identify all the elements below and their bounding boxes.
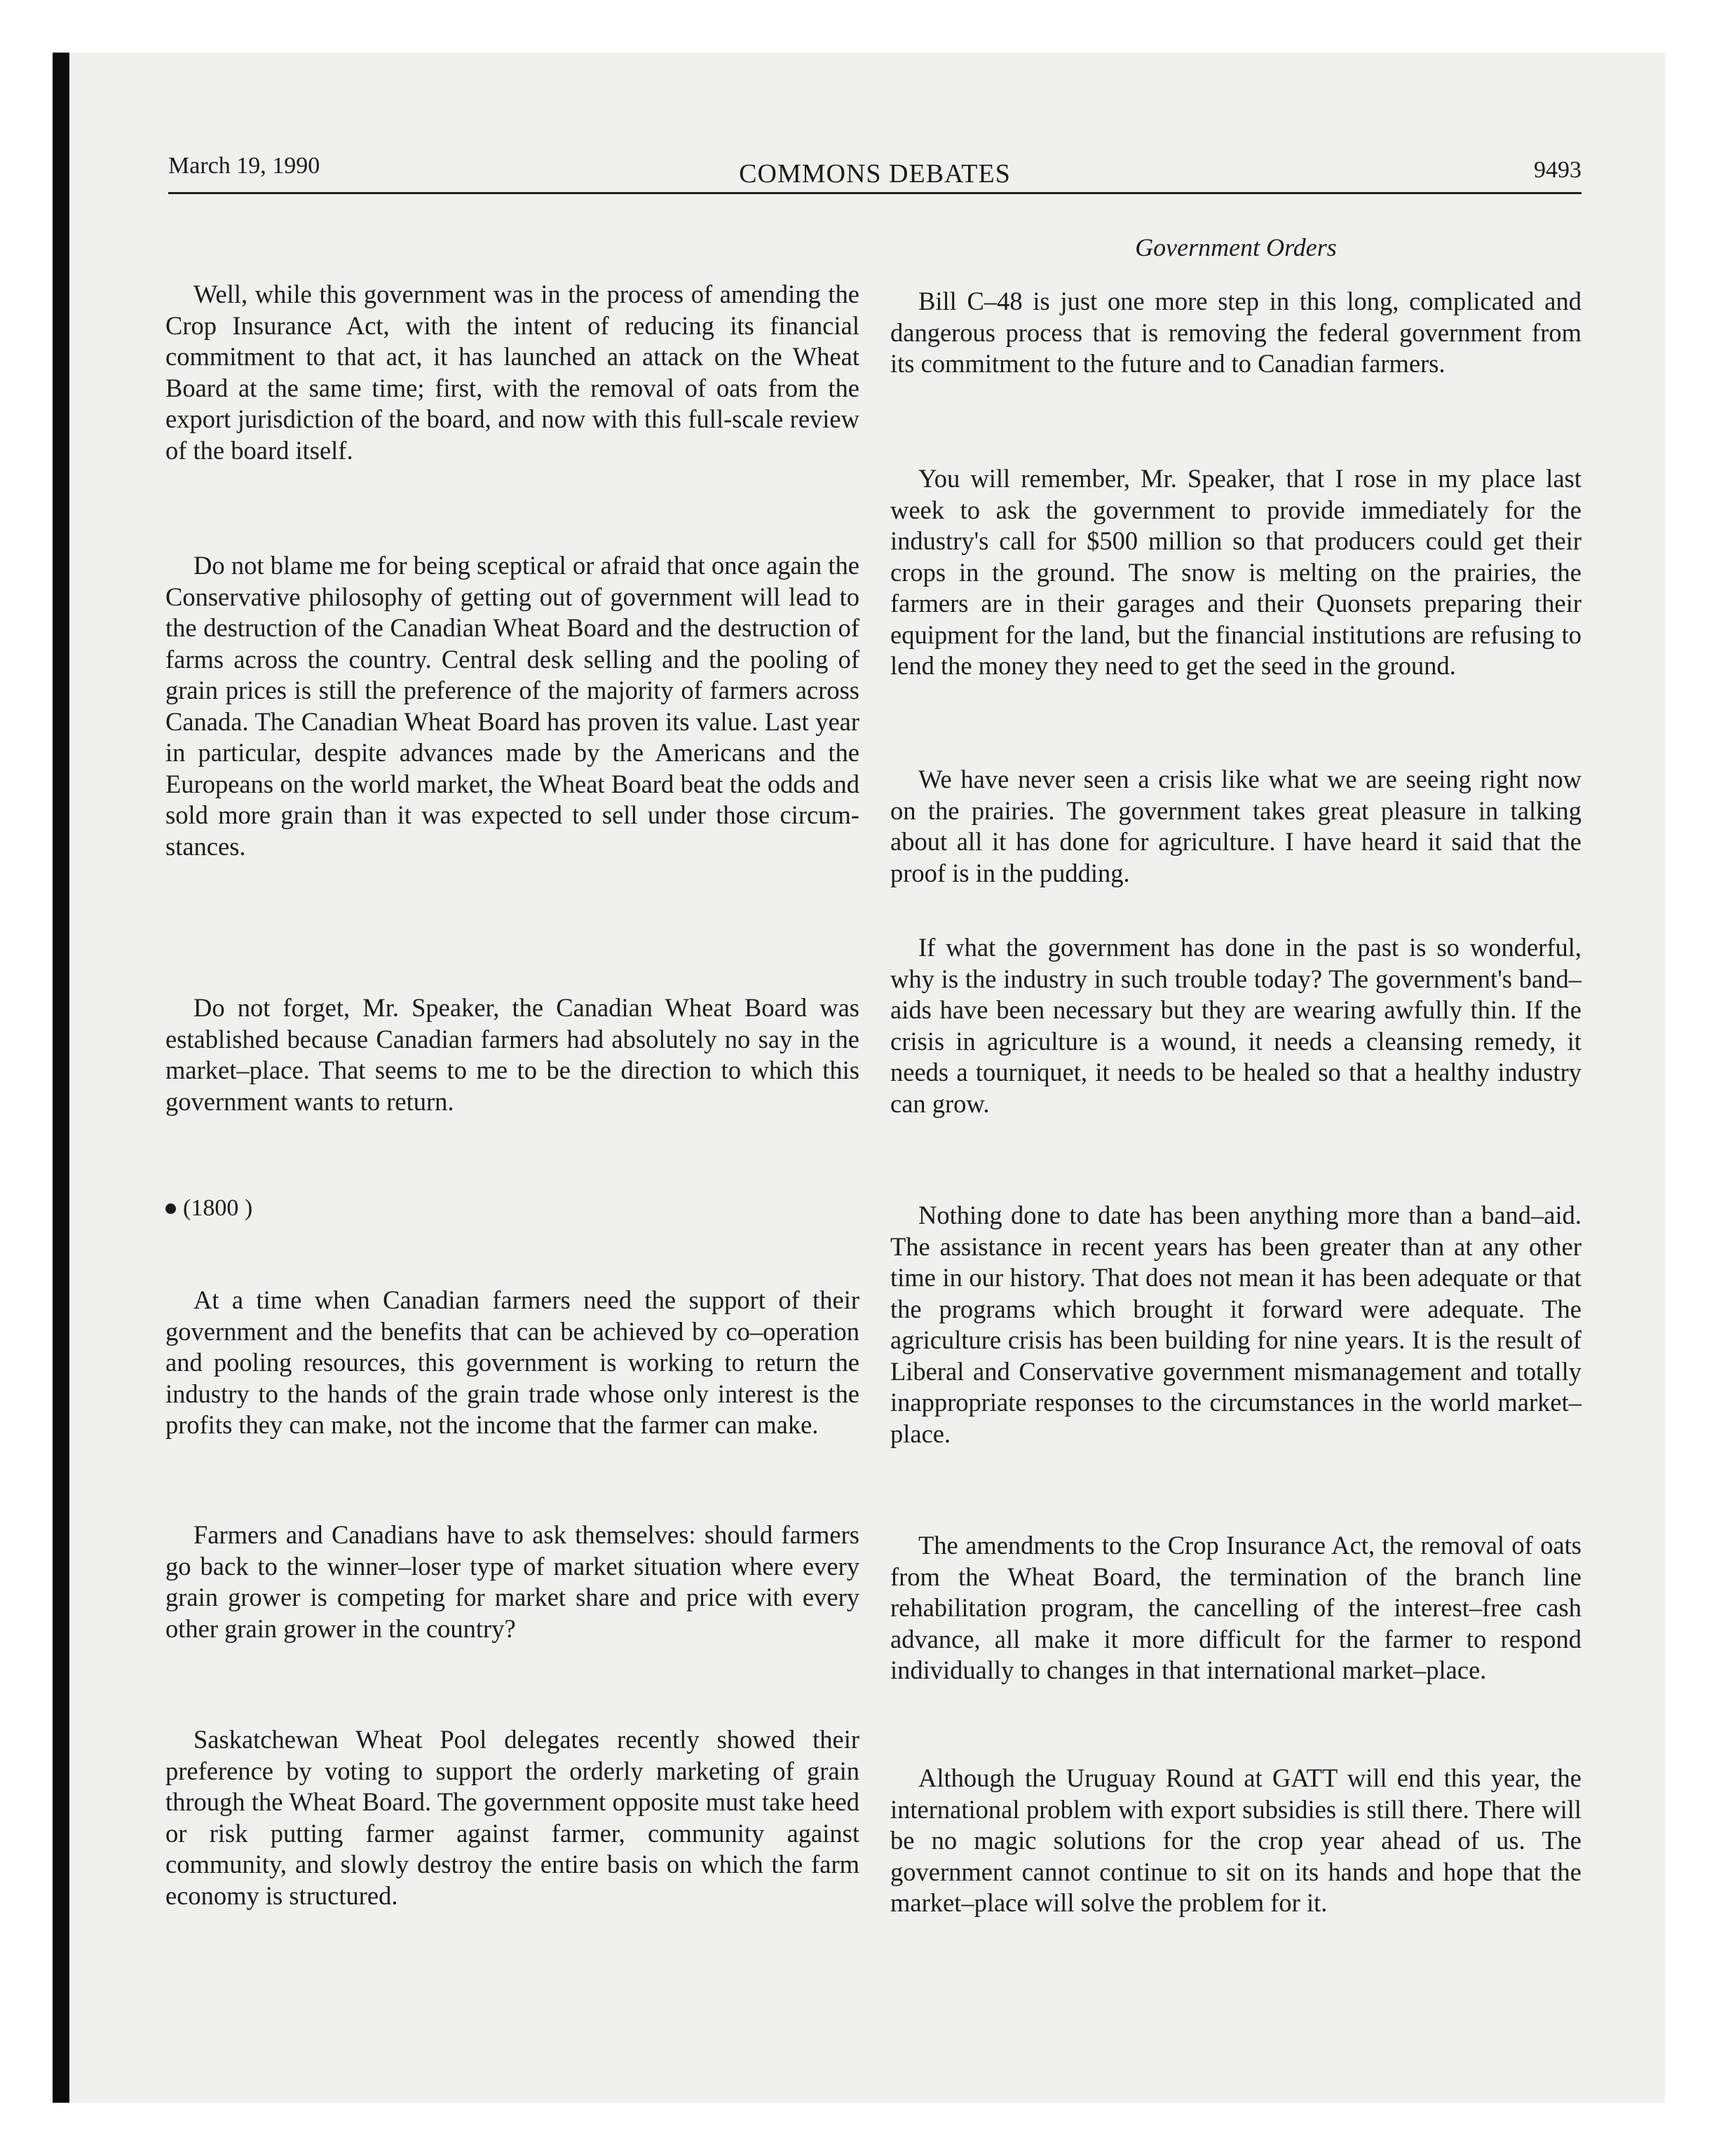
header-title: COMMONS DEBATES <box>739 159 1011 189</box>
paragraph: Farmers and Canadians have to ask themselves: should farmers go back to the winner–loser type of market situation where every grain grower is competing for market share and price with every other grain grower in the country? <box>165 1520 859 1643</box>
paragraph: Saskatchewan Wheat Pool delegates recently showed their preference by voting to support the orderly marketing of grain through the Wheat Board. The government opposite must take heed or risk putting farmer against farmer, community against community, and slowly destroy the entire basis on which the farm economy is structured. <box>165 1725 859 1910</box>
page-number: 9493 <box>1534 157 1581 183</box>
section-label: Government Orders <box>1135 233 1337 261</box>
paragraph: Well, while this government was in the process of amending the Crop Insurance Act, with the intent of reducing its financial commitment to that act, it has launched an attack on the Wheat Board at the same time; first, with the removal of oats from the export jurisdiction of the board, and now with this full-scale review of the board itself. <box>165 280 859 465</box>
paragraph: At a time when Canadian farmers need the support of their government and the benefits that can be achieved by co–operation and pooling resources, this government is working to return the industry to the hands of the grain trade whose only interest is the profits they can make, not the income that the farmer can make. <box>165 1285 859 1439</box>
paragraph: Nothing done to date has been anything more than a band–aid. The assistance in recent years has been greater than at any other time in our history. That does not mean it has been adequate or that the programs which brought it forward were adequate. The agriculture crisis has been building for nine years. It is the result of Liberal and Conservative government mismanagement and totally inappropriate responses to the circumstances in the world market–place. <box>890 1201 1581 1448</box>
header-rule <box>168 192 1581 194</box>
bullet-icon <box>165 1203 176 1214</box>
paragraph: Do not forget, Mr. Speaker, the Canadian Wheat Board was established because Canadian farmers had absolutely no say in the market–place. That seems to me to be the direction to which this government wants to return. <box>165 993 859 1116</box>
paragraph: If what the government has done in the past is so wonderful, why is the industry in such trouble today? The government's band–aids have been necessary but they are wearing awfully thin. If the crisis in agriculture is a wound, it needs a cleansing remedy, it needs a tourniquet, it needs to be healed so that a healthy industry can grow. <box>890 933 1581 1118</box>
scan-edge-shadow <box>53 53 69 2103</box>
paragraph: The amendments to the Crop Insurance Act, the removal of oats from the Wheat Board, the termination of the branch line rehabilitation program, the cancelling of the interest–free cash advance, all make it more difficult for the farmer to respond individually to changes in that international market–place. <box>890 1531 1581 1684</box>
time-marker <box>165 1193 859 1224</box>
time-marker-text: (1800 ) <box>183 1195 253 1221</box>
paragraph: You will remember, Mr. Speaker, that I rose in my place last week to ask the government to provide immediately for the industry's call for $500 million so that producers could get their crops in the ground. The snow is melting on the prairies, the farmers are in their garages and their Quonsets preparing their equipment for the land, but the financial institutions are refusing to lend the money they need to get the seed in the ground. <box>890 464 1581 680</box>
header-date: March 19, 1990 <box>168 153 320 179</box>
paragraph: Do not blame me for being sceptical or afraid that once again the Conservative philosophy of getting out of government will lead to the destruction of the Canadian Wheat Board and the destruction of farms across the country. Central desk selling and the pooling of grain prices is still the preference of the majority of farmers across Canada. The Canadian Wheat Board has proven its value. Last year in particular, despite advances made by the Americans and the Europeans on the world market, the Wheat Board beat the odds and sold more grain than it was expected to sell under those circumstances. <box>165 551 859 861</box>
paragraph: Bill C–48 is just one more step in this long, complicated and dangerous process that is removing the federal government from its commitment to the future and to Canadian farmers. <box>890 287 1581 378</box>
paragraph: Although the Uruguay Round at GATT will end this year, the international problem with export subsidies is still there. There will be no magic solutions for the crop year ahead of us. The government cannot continue to sit on its hands and hope that the market–place will solve the problem for it. <box>890 1763 1581 1917</box>
paragraph: We have never seen a crisis like what we are seeing right now on the prairies. The government takes great pleasure in talking about all it has done for agriculture. I have heard it said that the proof is in the pudding. <box>890 765 1581 887</box>
page-header <box>168 153 1581 195</box>
